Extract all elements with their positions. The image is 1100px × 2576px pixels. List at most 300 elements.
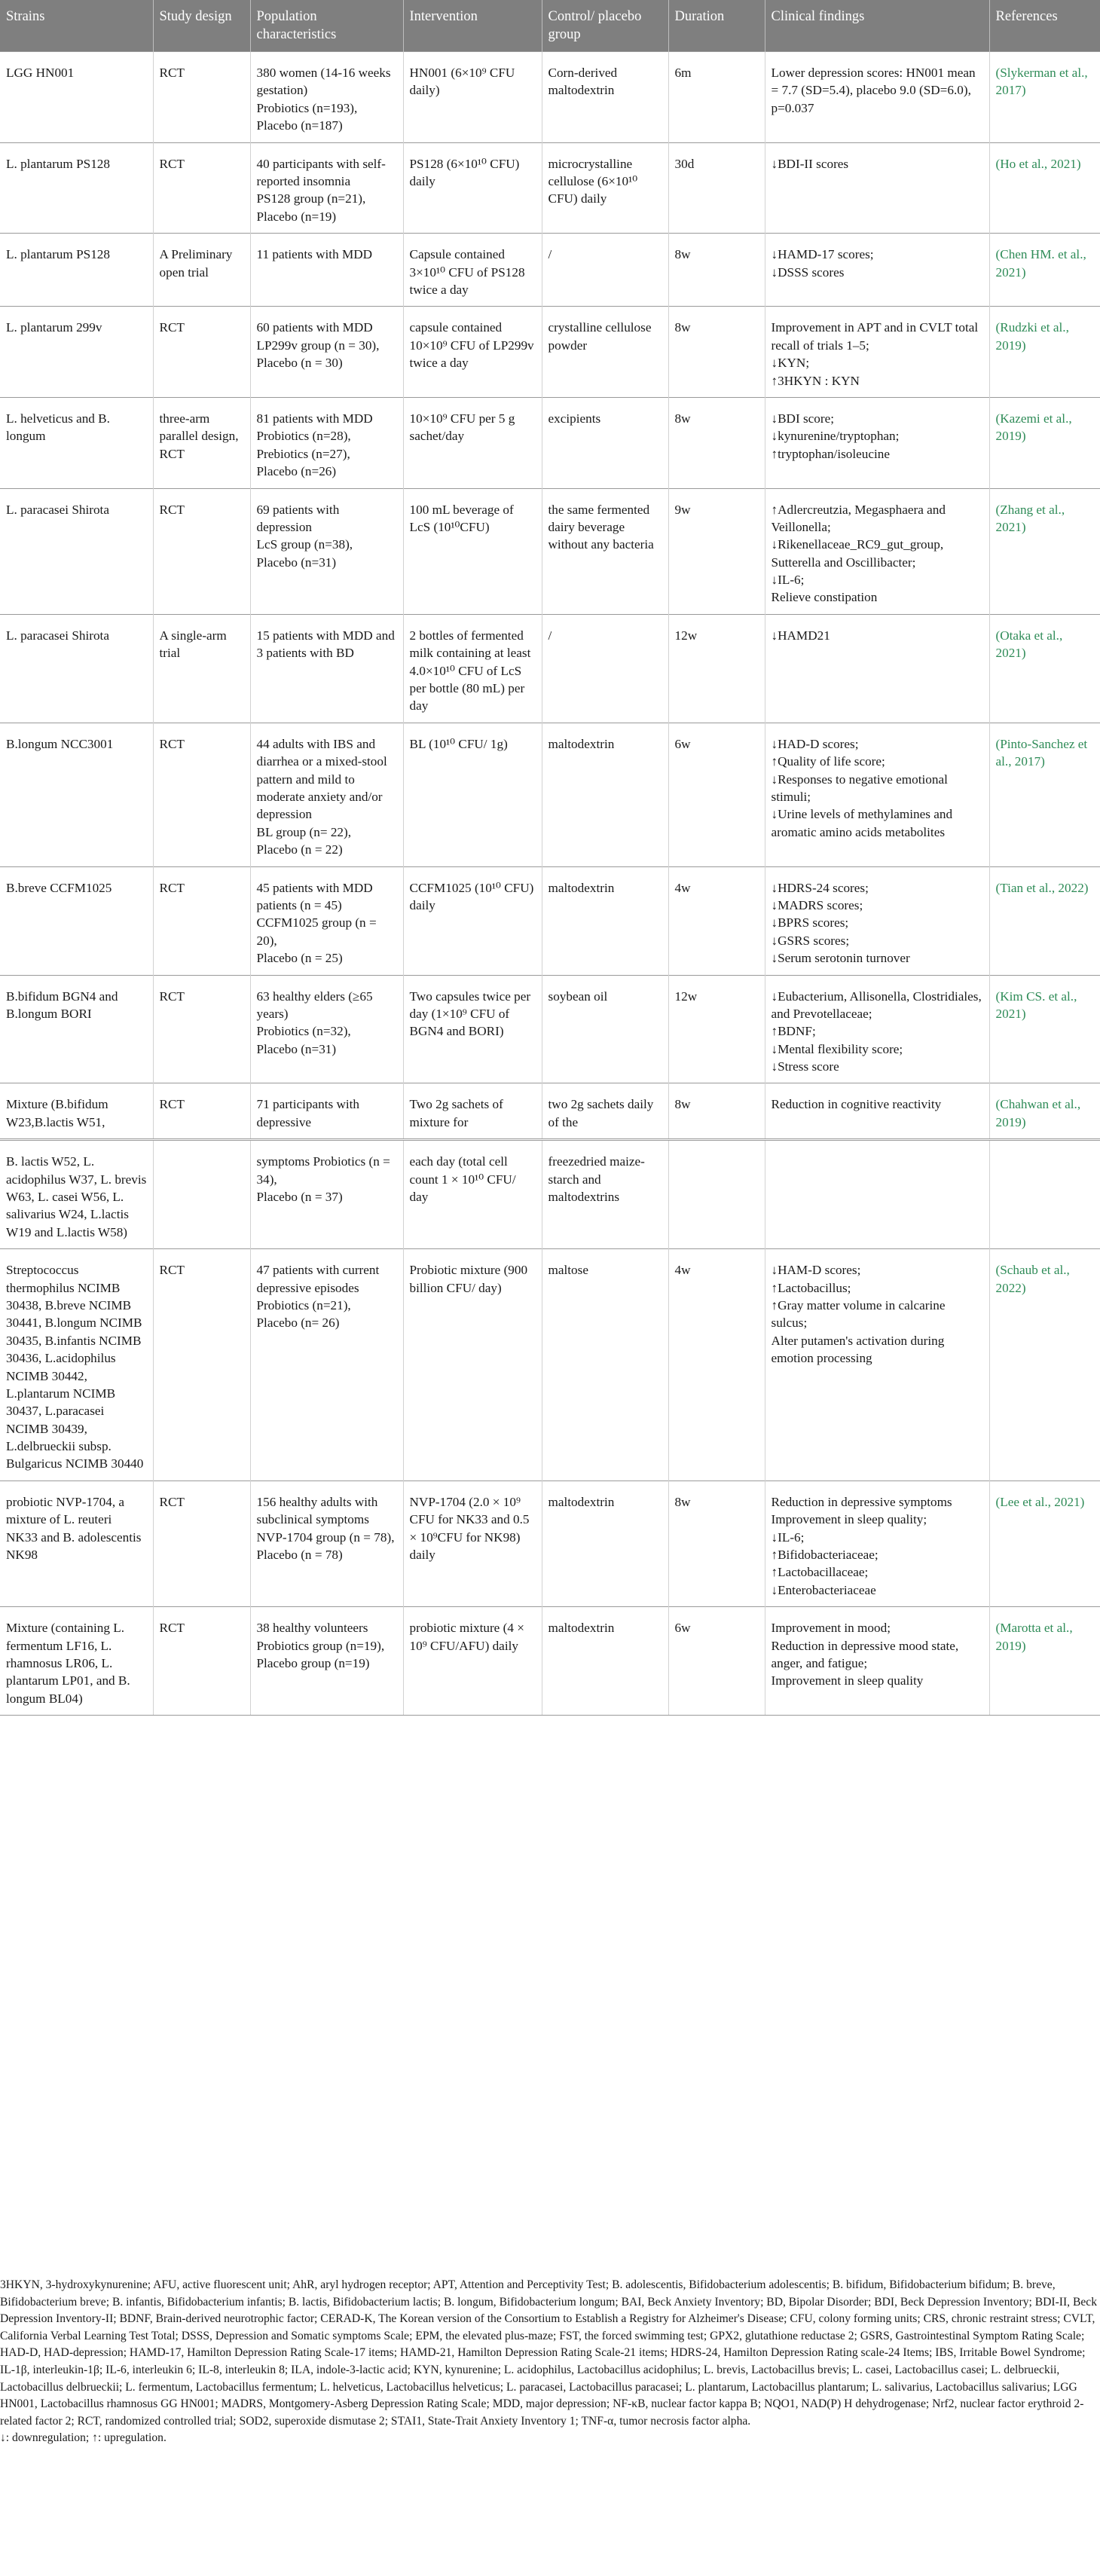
cell-strain	[0, 397, 153, 488]
clinical-findings-line: Improvement in sleep quality;	[771, 1512, 927, 1527]
clinical-findings-line: ↓Stress score	[771, 1059, 839, 1074]
cell-intervention	[403, 307, 542, 398]
population-line: Probiotics (n=193),	[256, 100, 358, 115]
study-design-line: RCT	[159, 1097, 185, 1112]
intervention-line: probiotic mixture (4 × 10⁹ CFU/AFU) daily	[409, 1621, 524, 1653]
cell-population	[250, 234, 403, 307]
cell-duration	[668, 234, 765, 307]
strain-line: Streptococcus thermophilus NCIMB 30438, B.breve NCIMB 30441, B.longum NCIMB 30435, B.infantis NCIMB 30436, L.acidophilus NCIMB 30442, L.plantarum NCIMB 30437, L.paracasei NCIMB 30439, L.delbrueckii subsp. Bulgaricus NCIMB 30440	[6, 1263, 144, 1471]
strain-line: L. plantarum PS128	[6, 247, 110, 262]
header-population: Population characteristics	[250, 0, 403, 52]
population-line: NVP-1704 group (n = 78),	[256, 1529, 395, 1545]
population-line: 69 patients with depression	[256, 502, 340, 534]
table-row	[0, 723, 1100, 866]
clinical-findings-line: ↓GSRS scores;	[771, 933, 850, 948]
clinical-findings-line: ↓Mental flexibility score;	[771, 1041, 903, 1056]
cell-strain	[0, 488, 153, 614]
clinical-findings-line: ↓MADRS scores;	[771, 897, 863, 912]
cell-population	[250, 1249, 403, 1481]
cell-intervention	[403, 1481, 542, 1606]
clinical-findings-line: ↓Responses to negative emotional stimuli;	[771, 772, 948, 804]
cell-strain	[0, 142, 153, 234]
population-line: Placebo (n=31)	[256, 555, 337, 570]
population-line: Placebo (n = 37)	[256, 1190, 343, 1205]
population-line: Placebo (n=26)	[256, 464, 337, 479]
header-study-design: Study design	[153, 0, 250, 52]
clinical-findings-line: ↓Eubacterium, Allisonella, Clostridiales, and Prevotellaceae;	[771, 989, 982, 1021]
cell-control	[542, 234, 668, 307]
clinical-findings-line: ↓HAMD21	[771, 628, 830, 643]
table-row	[0, 1481, 1100, 1606]
intervention-line: Capsule contained 3×10¹⁰ CFU of PS128 twice a day	[409, 247, 525, 297]
table-row	[0, 1249, 1100, 1481]
clinical-findings-line: ↑Lactobacillus;	[771, 1280, 851, 1295]
population-line: 380 women (14-16 weeks gestation)	[256, 66, 391, 98]
control-line: two 2g sachets daily of the	[548, 1097, 654, 1129]
population-line: 81 patients with MDD	[256, 411, 373, 426]
cell-strain	[0, 614, 153, 723]
study-design-line: RCT	[159, 1621, 185, 1636]
intervention-line: CCFM1025 (10¹⁰ CFU) daily	[409, 880, 534, 912]
clinical-findings-line: ↓HAM-D scores;	[771, 1263, 861, 1278]
cell-duration	[668, 397, 765, 488]
study-design-line: RCT	[159, 1263, 185, 1278]
cell-population	[250, 1083, 403, 1140]
intervention-line: 100 mL beverage of LcS (10¹⁰CFU)	[409, 502, 514, 534]
clinical-findings-line: Improvement in mood;	[771, 1621, 891, 1636]
cell-duration	[668, 307, 765, 398]
cell-strain	[0, 723, 153, 866]
table-row	[0, 488, 1100, 614]
intervention-line: Probiotic mixture (900 billion CFU/ day)	[409, 1263, 528, 1295]
table-footnote	[0, 2277, 1097, 2447]
population-line: 71 participants with depressive	[256, 1097, 360, 1129]
study-design-line: RCT	[159, 66, 185, 81]
study-design-line: RCT	[159, 156, 185, 171]
study-design-line: A single-arm trial	[159, 628, 227, 661]
cell-duration	[668, 142, 765, 234]
cell-control	[542, 1249, 668, 1481]
cell-clinical-findings	[765, 488, 989, 614]
reference-link[interactable]: (Marotta et al., 2019)	[995, 1621, 1073, 1653]
clinical-findings-line: ↓kynurenine/tryptophan;	[771, 429, 900, 444]
cell-reference	[989, 614, 1100, 723]
control-line: /	[548, 628, 552, 643]
cell-study-design	[153, 1607, 250, 1716]
duration-text: 9w	[674, 502, 691, 517]
strain-line: L. helveticus and B. longum	[6, 411, 110, 444]
clinical-findings-line: Improvement in sleep quality	[771, 1673, 924, 1688]
table-row	[0, 975, 1100, 1083]
strain-line: B.longum NCC3001	[6, 736, 114, 751]
population-line: LcS group (n=38),	[256, 537, 353, 552]
cell-population	[250, 1607, 403, 1716]
cell-strain	[0, 1481, 153, 1606]
strain-line: LGG HN001	[6, 66, 75, 81]
cell-reference	[989, 234, 1100, 307]
cell-duration	[668, 975, 765, 1083]
clinical-findings-line: ↓Rikenellaceae_RC9_gut_group, Sutterella and Oscillibacter;	[771, 537, 944, 570]
reference-link[interactable]: (Kim CS. et al., 2021)	[995, 989, 1077, 1021]
control-line: maltose	[548, 1263, 588, 1278]
population-line: CCFM1025 group (n = 20),	[256, 915, 377, 948]
population-line: Placebo (n = 30)	[256, 356, 343, 371]
clinical-findings-line: ↑Bifidobacteriaceae;	[771, 1548, 878, 1563]
duration-text: 8w	[674, 247, 691, 262]
cell-population	[250, 307, 403, 398]
strain-line: B.bifidum BGN4 and B.longum BORI	[6, 989, 118, 1021]
table-header-row	[0, 0, 1100, 52]
cell-intervention	[403, 723, 542, 866]
reference-link[interactable]: (Chen HM. et al., 2021)	[995, 247, 1086, 280]
population-line: 11 patients with MDD	[256, 247, 373, 262]
strain-line: L. plantarum PS128	[6, 156, 110, 171]
table-row	[0, 1607, 1100, 1716]
reference-link[interactable]: (Pinto-Sanchez et al., 2017)	[995, 736, 1088, 769]
clinical-findings-line: ↑Adlercreutzia, Megasphaera and Veillonella;	[771, 502, 946, 534]
cell-reference	[989, 1607, 1100, 1716]
clinical-findings-line: ↓BPRS scores;	[771, 915, 849, 930]
cell-strain	[0, 866, 153, 975]
table-row	[0, 614, 1100, 723]
cell-clinical-findings	[765, 723, 989, 866]
table-row	[0, 866, 1100, 975]
clinical-findings-line: ↓BDI-II scores	[771, 156, 849, 171]
cell-reference	[989, 488, 1100, 614]
clinical-findings-line: ↑tryptophan/isoleucine	[771, 446, 891, 461]
cell-clinical-findings	[765, 142, 989, 234]
cell-strain	[0, 975, 153, 1083]
duration-text: 12w	[674, 989, 698, 1004]
population-line: Placebo (n=31)	[256, 1041, 337, 1056]
cell-study-design	[153, 397, 250, 488]
clinical-findings-line: Reduction in cognitive reactivity	[771, 1097, 942, 1112]
clinical-findings-line: Improvement in APT and in CVLT total recall of trials 1–5;	[771, 320, 979, 353]
cell-control	[542, 1140, 668, 1249]
clinical-findings-line: ↓IL-6;	[771, 573, 805, 588]
clinical-findings-line: ↓Urine levels of methylamines and aromatic amino acids metabolites	[771, 807, 953, 839]
cell-duration	[668, 1481, 765, 1606]
cell-duration	[668, 723, 765, 866]
cell-control	[542, 614, 668, 723]
clinical-findings-line: Reduction in depressive symptoms	[771, 1494, 952, 1509]
cell-reference	[989, 975, 1100, 1083]
population-line: 15 patients with MDD and 3 patients with BD	[256, 628, 395, 661]
population-line: 38 healthy volunteers	[256, 1621, 368, 1636]
cell-intervention	[403, 397, 542, 488]
cell-duration	[668, 1249, 765, 1481]
population-line: Probiotics (n=32),	[256, 1024, 351, 1039]
intervention-line: Two capsules twice per day (1×10⁹ CFU of BGN4 and BORI)	[409, 989, 531, 1039]
table-row	[0, 1083, 1100, 1140]
clinical-findings-line: Reduction in depressive mood state, anger, and fatigue;	[771, 1638, 959, 1670]
population-line: Prebiotics (n=27),	[256, 446, 350, 461]
control-line: Corn-derived maltodextrin	[548, 66, 618, 98]
cell-clinical-findings	[765, 1481, 989, 1606]
strain-line: B.breve CCFM1025	[6, 880, 112, 895]
cell-control	[542, 1607, 668, 1716]
strain-line: Mixture (B.bifidum W23,B.lactis W51,	[6, 1097, 108, 1129]
cell-control	[542, 307, 668, 398]
strain-line: L. plantarum 299v	[6, 320, 102, 335]
strain-line: Mixture (containing L. fermentum LF16, L. rhamnosus LR06, L. plantarum LP01, and B. longum BL04)	[6, 1621, 130, 1706]
cell-study-design	[153, 488, 250, 614]
cell-strain	[0, 52, 153, 143]
cell-clinical-findings	[765, 1249, 989, 1481]
cell-control	[542, 142, 668, 234]
cell-intervention	[403, 975, 542, 1083]
cell-study-design	[153, 975, 250, 1083]
intervention-line: each day (total cell count 1 × 10¹⁰ CFU/ day	[409, 1154, 516, 1205]
control-line: maltodextrin	[548, 1494, 615, 1509]
population-line: 60 patients with MDD	[256, 320, 373, 335]
population-line: Probiotics group (n=19),	[256, 1638, 385, 1653]
duration-text: 6w	[674, 736, 691, 751]
population-line: 45 patients with MDD patients (n = 45)	[256, 880, 373, 912]
cell-strain	[0, 234, 153, 307]
cell-clinical-findings	[765, 307, 989, 398]
control-line: soybean oil	[548, 989, 608, 1004]
cell-reference	[989, 1140, 1100, 1249]
cell-study-design	[153, 307, 250, 398]
clinical-findings-line: ↓HDRS-24 scores;	[771, 880, 869, 895]
cell-population	[250, 52, 403, 143]
cell-intervention	[403, 234, 542, 307]
duration-text: 4w	[674, 880, 691, 895]
control-line: the same fermented dairy beverage without any bacteria	[548, 502, 654, 552]
cell-clinical-findings	[765, 975, 989, 1083]
cell-reference	[989, 1249, 1100, 1481]
reference-link[interactable]: (Chahwan et al., 2019)	[995, 1097, 1081, 1129]
population-line: 47 patients with current depressive episodes	[256, 1263, 380, 1295]
strain-line: L. paracasei Shirota	[6, 628, 109, 643]
footnote-abbreviations: 3HKYN, 3-hydroxykynurenine; AFU, active fluorescent unit; AhR, aryl hydrogen receptor; APT, Attention and Perceptivity Test; B. adolescentis, Bifidobacterium adolescentis; B. bifidum, Bifidobacterium bifidum; B. breve, Bifidobacterium breve; B. infantis, Bifidobacterium infantis; B. lactis, Bifidobacterium lactis; B. longum, Bifidobacterium longum; BAI, Beck Anxiety Inventory; BD, Bipolar Disorder; BDI, Beck Depression Inventory; BDI-II, Beck Depression Inventory-II; BDNF, Brain-derived neurotrophic factor; CERAD-K, The Korean version of the Consortium to Establish a Registry for Alzheimer's Disease; CFU, colony forming units; CRS, chronic restraint stress; CVLT, California Verbal Learning Test Total; DSSS, Depression and Somatic symptoms Scale; EPM, the elevated plus-maze; FST, the forced swimming test; GPX2, glutathione reductase 2; GSRS, Gastrointestinal Symptom Rating Scale; HAD-D, HAD-depression; HAMD-17, Hamilton Depression Rating Scale-17 items; HAMD-21, Hamilton Depression Rating Scale-21 items; HDRS-24, Hamilton Depression Rating scale-24 Items; IBS, Irritable Bowel Syndrome; IL-1β, interleukin-1β; IL-6, interleukin 6; IL-8, interleukin 8; ILA, indole-3-lactic acid; KYN, kynurenine; L. acidophilus, Lactobacillus acidophilus; L. brevis, Lactobacillus brevis; L. casei, Lactobacillus casei; L. delbrueckii, Lactobacillus delbrueckii; L. fermentum, Lactobacillus fermentum; L. helveticus, Lactobacillus helveticus; L. paracasei, Lactobacillus paracasei; L. plantarum, Lactobacillus plantarum; L. salivarius, Lactobacillus salivarius; LGG HN001, Lactobacillus rhamnosus GG HN001; MADRS, Montgomery-Asberg Depression Rating Scale; MDD, major depression; NF-κB, nuclear factor kappa B; NQO1, NAD(P) H dehydrogenase; Nrf2, nuclear factor erythroid 2-related factor 2; RCT, randomized controlled trial; SOD2, superoxide dismutase 2; STAI1, State-Trait Anxiety Inventory 1; TNF-α, tumor necrosis factor alpha.	[0, 2278, 1097, 2428]
cell-population	[250, 1140, 403, 1249]
population-line: 63 healthy elders (≥65 years)	[256, 989, 373, 1021]
strain-line: L. paracasei Shirota	[6, 502, 109, 517]
cell-study-design	[153, 1481, 250, 1606]
cell-population	[250, 488, 403, 614]
population-line: Placebo (n=19)	[256, 209, 337, 224]
cell-population	[250, 1481, 403, 1606]
cell-control	[542, 397, 668, 488]
cell-control	[542, 723, 668, 866]
table-row	[0, 397, 1100, 488]
cell-strain	[0, 1607, 153, 1716]
cell-strain	[0, 1249, 153, 1481]
cell-clinical-findings	[765, 234, 989, 307]
cell-study-design	[153, 52, 250, 143]
clinical-findings-line: ↓BDI score;	[771, 411, 835, 426]
population-line: 40 participants with self-reported insomnia	[256, 156, 386, 189]
study-design-line: RCT	[159, 1494, 185, 1509]
header-intervention: Intervention	[403, 0, 542, 52]
cell-control	[542, 866, 668, 975]
header-references: References	[989, 0, 1100, 52]
clinical-findings-line: ↑Quality of life score;	[771, 754, 885, 769]
cell-reference	[989, 723, 1100, 866]
cell-control	[542, 1083, 668, 1140]
cell-study-design	[153, 234, 250, 307]
intervention-line: NVP-1704 (2.0 × 10⁹ CFU for NK33 and 0.5 × 10⁹CFU for NK98) daily	[409, 1494, 530, 1563]
strain-line: B. lactis W52, L. acidophilus W37, L. brevis W63, L. casei W56, L. salivarius W24, L.lactis W19 and L.lactis W58)	[6, 1154, 147, 1239]
cell-intervention	[403, 142, 542, 234]
footnote-legend: ↓: downregulation; ↑: upregulation.	[0, 2431, 167, 2445]
study-design-line: RCT	[159, 502, 185, 517]
duration-text: 6w	[674, 1621, 691, 1636]
cell-clinical-findings	[765, 614, 989, 723]
cell-study-design	[153, 723, 250, 866]
reference-link[interactable]: (Kazemi et al., 2019)	[995, 411, 1072, 444]
strain-line: probiotic NVP-1704, a mixture of L. reuteri NK33 and B. adolescentis NK98	[6, 1494, 142, 1563]
cell-intervention	[403, 488, 542, 614]
cell-duration	[668, 52, 765, 143]
cell-control	[542, 488, 668, 614]
population-line: LP299v group (n = 30),	[256, 338, 380, 353]
population-line: 156 healthy adults with subclinical symptoms	[256, 1494, 378, 1527]
header-strains: Strains	[0, 0, 153, 52]
cell-clinical-findings	[765, 1140, 989, 1249]
control-line: maltodextrin	[548, 1621, 615, 1636]
duration-text: 6m	[674, 66, 692, 81]
clinical-findings-line: Alter putamen's activation during emotion processing	[771, 1333, 945, 1366]
cell-strain	[0, 307, 153, 398]
intervention-line: BL (10¹⁰ CFU/ 1g)	[409, 736, 508, 751]
cell-duration	[668, 614, 765, 723]
cell-population	[250, 397, 403, 488]
duration-text: 8w	[674, 1097, 691, 1112]
cell-intervention	[403, 1083, 542, 1140]
control-line: maltodextrin	[548, 736, 615, 751]
cell-reference	[989, 1083, 1100, 1140]
cell-population	[250, 723, 403, 866]
reference-link[interactable]: (Rudzki et al., 2019)	[995, 320, 1069, 353]
control-line: /	[548, 247, 552, 262]
cell-reference	[989, 142, 1100, 234]
cell-strain	[0, 1140, 153, 1249]
cell-clinical-findings	[765, 1083, 989, 1140]
population-line: Placebo (n = 78)	[256, 1548, 343, 1563]
population-line: BL group (n= 22),	[256, 824, 352, 839]
cell-population	[250, 866, 403, 975]
population-line: Placebo group (n=19)	[256, 1656, 370, 1670]
population-line: Placebo (n = 25)	[256, 951, 343, 966]
clinical-findings-line: ↓DSSS scores	[771, 264, 845, 280]
cell-intervention	[403, 1249, 542, 1481]
reference-link[interactable]: (Schaub et al., 2022)	[995, 1263, 1070, 1295]
reference-link[interactable]: (Slykerman et al., 2017)	[995, 66, 1088, 98]
clinical-findings-line: ↑BDNF;	[771, 1024, 816, 1039]
header-control: Control/ placebo group	[542, 0, 668, 52]
cell-study-design	[153, 1140, 250, 1249]
study-design-line: RCT	[159, 320, 185, 335]
cell-study-design	[153, 866, 250, 975]
cell-intervention	[403, 1140, 542, 1249]
duration-text: 8w	[674, 320, 691, 335]
table-row	[0, 142, 1100, 234]
cell-clinical-findings	[765, 866, 989, 975]
table-row	[0, 307, 1100, 398]
clinical-findings-line: ↓Serum serotonin turnover	[771, 951, 910, 966]
cell-study-design	[153, 142, 250, 234]
cell-clinical-findings	[765, 397, 989, 488]
clinical-findings-line: ↑Lactobacillaceae;	[771, 1565, 869, 1580]
clinical-findings-line: Relieve constipation	[771, 590, 878, 605]
intervention-line: capsule contained 10×10⁹ CFU of LP299v twice a day	[409, 320, 534, 371]
reference-link[interactable]: (Tian et al., 2022)	[995, 880, 1089, 895]
duration-text: 8w	[674, 1494, 691, 1509]
cell-duration	[668, 1607, 765, 1716]
cell-duration	[668, 488, 765, 614]
cell-reference	[989, 397, 1100, 488]
cell-duration	[668, 866, 765, 975]
cell-reference	[989, 52, 1100, 143]
population-line: Probiotics (n=21),	[256, 1297, 351, 1312]
reference-link[interactable]: (Ho et al., 2021)	[995, 156, 1081, 171]
cell-population	[250, 975, 403, 1083]
cell-strain	[0, 1083, 153, 1140]
clinical-findings-line: Lower depression scores: HN001 mean = 7.7 (SD=5.4), placebo 9.0 (SD=6.0), p=0.037	[771, 66, 976, 115]
table-row	[0, 234, 1100, 307]
study-design-line: RCT	[159, 880, 185, 895]
clinical-findings-line: ↓KYN;	[771, 356, 810, 371]
table-row	[0, 52, 1100, 143]
cell-study-design	[153, 614, 250, 723]
intervention-line: PS128 (6×10¹⁰ CFU) daily	[409, 156, 520, 189]
population-line: Placebo (n=187)	[256, 118, 343, 133]
cell-population	[250, 142, 403, 234]
cell-intervention	[403, 1607, 542, 1716]
control-line: excipients	[548, 411, 601, 426]
intervention-line: HN001 (6×10⁹ CFU daily)	[409, 66, 515, 98]
control-line: microcrystalline cellulose (6×10¹⁰ CFU) daily	[548, 156, 638, 206]
duration-text: 4w	[674, 1263, 691, 1278]
reference-link[interactable]: (Otaka et al., 2021)	[995, 628, 1063, 661]
cell-duration	[668, 1140, 765, 1249]
clinical-findings-line: ↓IL-6;	[771, 1529, 805, 1545]
cell-clinical-findings	[765, 1607, 989, 1716]
population-line: Placebo (n = 22)	[256, 842, 343, 857]
header-duration: Duration	[668, 0, 765, 52]
duration-text: 8w	[674, 411, 691, 426]
reference-link[interactable]: (Zhang et al., 2021)	[995, 502, 1065, 534]
cell-intervention	[403, 866, 542, 975]
cell-reference	[989, 307, 1100, 398]
control-line: freezedried maize-starch and maltodextrins	[548, 1154, 645, 1205]
cell-control	[542, 975, 668, 1083]
cell-reference	[989, 866, 1100, 975]
cell-intervention	[403, 52, 542, 143]
study-design-line: three-arm parallel design, RCT	[159, 411, 239, 461]
header-clinical-findings: Clinical findings	[765, 0, 989, 52]
population-line: PS128 group (n=21),	[256, 191, 366, 206]
reference-link[interactable]: (Lee et al., 2021)	[995, 1494, 1085, 1509]
study-design-line: RCT	[159, 989, 185, 1004]
table-row-continuation	[0, 1140, 1100, 1249]
cell-reference	[989, 1481, 1100, 1606]
population-line: Placebo (n= 26)	[256, 1316, 340, 1331]
cell-clinical-findings	[765, 52, 989, 143]
intervention-line: Two 2g sachets of mixture for	[409, 1097, 503, 1129]
clinical-findings-line: ↓Enterobacteriaceae	[771, 1582, 876, 1597]
cell-duration	[668, 1083, 765, 1140]
population-line: symptoms Probiotics (n = 34),	[256, 1154, 390, 1187]
clinical-findings-line: ↑Gray matter volume in calcarine sulcus;	[771, 1297, 946, 1331]
population-line: Probiotics (n=28),	[256, 429, 351, 444]
cell-study-design	[153, 1083, 250, 1140]
clinical-findings-line: ↓HAD-D scores;	[771, 736, 859, 751]
cell-population	[250, 614, 403, 723]
